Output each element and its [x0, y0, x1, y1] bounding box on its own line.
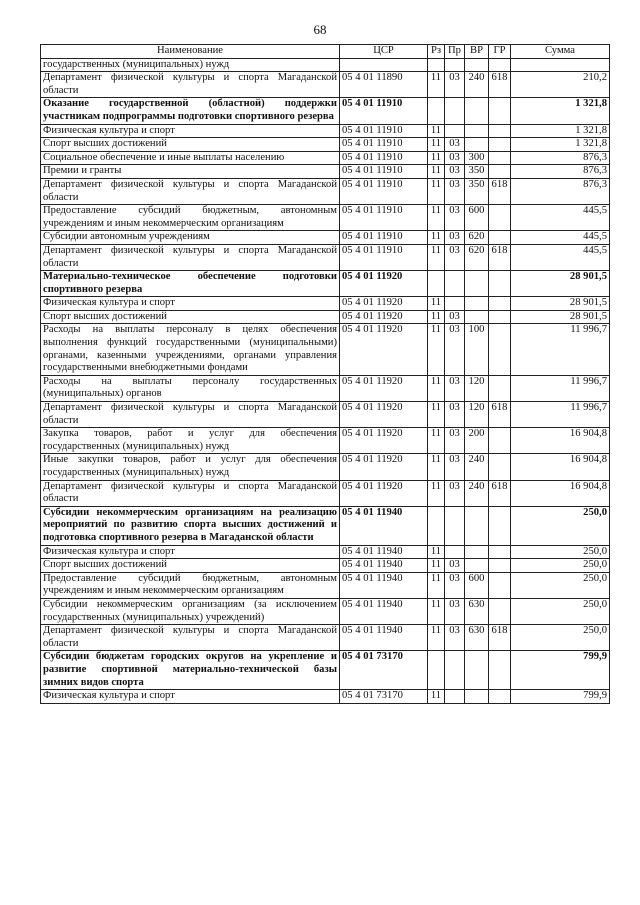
cell-name: Предоставление субсидий бюджетным, автономным учреждениям и иным некоммерческим организациям — [41, 572, 340, 598]
cell-sum: 1 321,8 — [511, 124, 610, 138]
table-row — [41, 402, 610, 428]
cell-pr: 03 — [445, 231, 465, 245]
cell-sum: 16 904,8 — [511, 428, 610, 454]
cell-pr: 03 — [445, 375, 465, 401]
cell-csr: 05 4 01 11910 — [340, 151, 428, 165]
cell-csr: 05 4 01 11920 — [340, 480, 428, 506]
cell-pr — [445, 58, 465, 72]
cell-pr: 03 — [445, 138, 465, 152]
table-row — [41, 428, 610, 454]
cell-csr: 05 4 01 11920 — [340, 297, 428, 311]
cell-pr — [445, 690, 465, 704]
cell-rz: 11 — [428, 480, 445, 506]
cell-name: Департамент физической культуры и спорта Магаданской области — [41, 480, 340, 506]
cell-rz — [428, 506, 445, 545]
cell-gr — [489, 690, 511, 704]
cell-vr: 620 — [465, 244, 489, 270]
header-vr: ВР — [465, 45, 489, 59]
cell-rz: 11 — [428, 572, 445, 598]
cell-name: Социальное обеспечение и иные выплаты населению — [41, 151, 340, 165]
cell-name: Департамент физической культуры и спорта Магаданской области — [41, 402, 340, 428]
cell-gr — [489, 98, 511, 124]
table-header-row — [41, 45, 610, 59]
cell-gr — [489, 151, 511, 165]
cell-gr: 618 — [489, 244, 511, 270]
cell-pr — [445, 271, 465, 297]
cell-csr: 05 4 01 11920 — [340, 402, 428, 428]
cell-name: Материально-техническое обеспечение подготовки спортивного резерва — [41, 271, 340, 297]
cell-gr: 618 — [489, 178, 511, 204]
cell-pr: 03 — [445, 205, 465, 231]
cell-pr: 03 — [445, 625, 465, 651]
cell-sum: 28 901,5 — [511, 271, 610, 297]
cell-pr: 03 — [445, 165, 465, 179]
cell-sum — [511, 58, 610, 72]
cell-csr: 05 4 01 11920 — [340, 271, 428, 297]
cell-name: Департамент физической культуры и спорта Магаданской области — [41, 72, 340, 98]
cell-sum: 250,0 — [511, 625, 610, 651]
cell-gr — [489, 205, 511, 231]
page-number: 68 — [313, 22, 327, 37]
cell-vr: 630 — [465, 598, 489, 624]
cell-sum: 28 901,5 — [511, 310, 610, 324]
cell-sum: 876,3 — [511, 165, 610, 179]
table-row — [41, 310, 610, 324]
cell-sum: 28 901,5 — [511, 297, 610, 311]
cell-vr: 120 — [465, 375, 489, 401]
cell-vr: 600 — [465, 205, 489, 231]
table-row — [41, 454, 610, 480]
cell-csr: 05 4 01 73170 — [340, 690, 428, 704]
cell-rz: 11 — [428, 72, 445, 98]
cell-rz: 11 — [428, 454, 445, 480]
cell-name: Физическая культура и спорт — [41, 124, 340, 138]
cell-pr — [445, 124, 465, 138]
cell-pr — [445, 506, 465, 545]
cell-csr: 05 4 01 11940 — [340, 598, 428, 624]
cell-vr: 200 — [465, 428, 489, 454]
cell-csr: 05 4 01 11910 — [340, 138, 428, 152]
cell-rz: 11 — [428, 310, 445, 324]
table-row — [41, 138, 610, 152]
table-row — [41, 625, 610, 651]
cell-vr: 350 — [465, 178, 489, 204]
cell-pr: 03 — [445, 244, 465, 270]
cell-name: Расходы на выплаты персоналу в целях обеспечения выполнения функций государственными (муниципальными) органами, казенными учреждениями, органами управления государственными внебюджетными фондами — [41, 324, 340, 375]
cell-vr — [465, 124, 489, 138]
cell-sum: 445,5 — [511, 231, 610, 245]
table-row — [41, 271, 610, 297]
cell-name: Физическая культура и спорт — [41, 297, 340, 311]
cell-sum: 445,5 — [511, 205, 610, 231]
cell-name: Департамент физической культуры и спорта Магаданской области — [41, 625, 340, 651]
cell-gr — [489, 297, 511, 311]
cell-pr: 03 — [445, 598, 465, 624]
table-row — [41, 124, 610, 138]
cell-pr: 03 — [445, 559, 465, 573]
cell-sum: 1 321,8 — [511, 138, 610, 152]
cell-vr: 300 — [465, 151, 489, 165]
cell-gr — [489, 375, 511, 401]
table-row — [41, 375, 610, 401]
cell-pr — [445, 297, 465, 311]
cell-vr — [465, 559, 489, 573]
cell-pr — [445, 98, 465, 124]
cell-csr: 05 4 01 11910 — [340, 178, 428, 204]
cell-gr — [489, 138, 511, 152]
cell-name: Премии и гранты — [41, 165, 340, 179]
cell-rz: 11 — [428, 124, 445, 138]
cell-rz: 11 — [428, 151, 445, 165]
cell-rz: 11 — [428, 324, 445, 375]
cell-gr — [489, 651, 511, 690]
cell-sum: 11 996,7 — [511, 324, 610, 375]
cell-pr: 03 — [445, 151, 465, 165]
cell-csr: 05 4 01 11910 — [340, 98, 428, 124]
cell-vr: 620 — [465, 231, 489, 245]
cell-csr: 05 4 01 11920 — [340, 454, 428, 480]
cell-name: Физическая культура и спорт — [41, 690, 340, 704]
cell-csr: 05 4 01 11920 — [340, 310, 428, 324]
cell-sum: 11 996,7 — [511, 375, 610, 401]
cell-rz: 11 — [428, 231, 445, 245]
cell-gr: 618 — [489, 625, 511, 651]
cell-sum: 250,0 — [511, 506, 610, 545]
table-row — [41, 205, 610, 231]
cell-rz: 11 — [428, 625, 445, 651]
cell-vr — [465, 690, 489, 704]
cell-pr — [445, 545, 465, 559]
cell-name: Закупка товаров, работ и услуг для обеспечения государственных (муниципальных) нужд — [41, 428, 340, 454]
cell-csr: 05 4 01 11940 — [340, 545, 428, 559]
cell-name: Субсидии бюджетам городских округов на укрепление и развитие спортивной материально-технической базы зимних видов спорта — [41, 651, 340, 690]
table-row — [41, 297, 610, 311]
cell-gr — [489, 271, 511, 297]
cell-pr: 03 — [445, 310, 465, 324]
table-row — [41, 244, 610, 270]
cell-gr — [489, 428, 511, 454]
cell-pr — [445, 651, 465, 690]
cell-csr: 05 4 01 11920 — [340, 375, 428, 401]
cell-rz — [428, 651, 445, 690]
cell-pr: 03 — [445, 324, 465, 375]
cell-rz — [428, 58, 445, 72]
cell-rz: 11 — [428, 690, 445, 704]
cell-gr — [489, 598, 511, 624]
cell-rz: 11 — [428, 545, 445, 559]
cell-csr: 05 4 01 11920 — [340, 428, 428, 454]
table-row — [41, 178, 610, 204]
cell-csr: 05 4 01 11910 — [340, 124, 428, 138]
cell-vr: 240 — [465, 72, 489, 98]
table-row — [41, 572, 610, 598]
cell-gr — [489, 310, 511, 324]
cell-rz: 11 — [428, 297, 445, 311]
cell-gr — [489, 545, 511, 559]
cell-pr: 03 — [445, 72, 465, 98]
table-row — [41, 690, 610, 704]
cell-name: Расходы на выплаты персоналу государственных (муниципальных) органов — [41, 375, 340, 401]
cell-gr — [489, 124, 511, 138]
header-gr: ГР — [489, 45, 511, 59]
cell-vr — [465, 138, 489, 152]
table-row — [41, 165, 610, 179]
cell-csr: 05 4 01 11910 — [340, 165, 428, 179]
cell-sum: 250,0 — [511, 598, 610, 624]
table-row — [41, 58, 610, 72]
cell-vr — [465, 545, 489, 559]
cell-csr: 05 4 01 11920 — [340, 324, 428, 375]
table-row — [41, 98, 610, 124]
cell-sum: 11 996,7 — [511, 402, 610, 428]
table-row — [41, 480, 610, 506]
cell-pr: 03 — [445, 402, 465, 428]
cell-csr: 05 4 01 11940 — [340, 625, 428, 651]
cell-name: Департамент физической культуры и спорта Магаданской области — [41, 178, 340, 204]
table-row — [41, 151, 610, 165]
cell-pr: 03 — [445, 428, 465, 454]
cell-csr: 05 4 01 11940 — [340, 572, 428, 598]
cell-vr — [465, 58, 489, 72]
cell-csr: 05 4 01 11940 — [340, 506, 428, 545]
cell-gr — [489, 572, 511, 598]
cell-sum: 250,0 — [511, 559, 610, 573]
cell-name: Предоставление субсидий бюджетным, автономным учреждениям и иным некоммерческим организациям — [41, 205, 340, 231]
cell-vr — [465, 651, 489, 690]
cell-sum: 210,2 — [511, 72, 610, 98]
cell-rz: 11 — [428, 402, 445, 428]
cell-sum: 250,0 — [511, 572, 610, 598]
cell-vr: 100 — [465, 324, 489, 375]
cell-pr: 03 — [445, 572, 465, 598]
cell-gr — [489, 165, 511, 179]
cell-vr — [465, 506, 489, 545]
cell-name: Спорт высших достижений — [41, 559, 340, 573]
table-row — [41, 651, 610, 690]
cell-vr: 240 — [465, 480, 489, 506]
cell-name: государственных (муниципальных) нужд — [41, 58, 340, 72]
cell-sum: 876,3 — [511, 178, 610, 204]
cell-rz: 11 — [428, 375, 445, 401]
cell-pr: 03 — [445, 480, 465, 506]
table-row — [41, 598, 610, 624]
cell-rz: 11 — [428, 178, 445, 204]
cell-csr: 05 4 01 11910 — [340, 244, 428, 270]
cell-vr: 120 — [465, 402, 489, 428]
cell-vr: 630 — [465, 625, 489, 651]
cell-name: Спорт высших достижений — [41, 138, 340, 152]
cell-vr — [465, 271, 489, 297]
cell-pr: 03 — [445, 178, 465, 204]
cell-name: Физическая культура и спорт — [41, 545, 340, 559]
table-row — [41, 324, 610, 375]
cell-gr: 618 — [489, 72, 511, 98]
header-sum: Сумма — [511, 45, 610, 59]
header-name: Наименование — [41, 45, 340, 59]
cell-rz — [428, 271, 445, 297]
cell-sum: 250,0 — [511, 545, 610, 559]
header-rz: Рз — [428, 45, 445, 59]
cell-rz: 11 — [428, 598, 445, 624]
cell-name: Оказание государственной (областной) поддержки участникам подпрограммы подготовки спортивного резерва — [41, 98, 340, 124]
cell-rz: 11 — [428, 165, 445, 179]
cell-rz: 11 — [428, 205, 445, 231]
cell-sum: 16 904,8 — [511, 454, 610, 480]
cell-gr — [489, 454, 511, 480]
cell-rz: 11 — [428, 559, 445, 573]
cell-gr — [489, 559, 511, 573]
cell-name: Департамент физической культуры и спорта Магаданской области — [41, 244, 340, 270]
cell-sum: 799,9 — [511, 651, 610, 690]
cell-csr: 05 4 01 11890 — [340, 72, 428, 98]
cell-rz: 11 — [428, 428, 445, 454]
table-row — [41, 231, 610, 245]
cell-vr — [465, 297, 489, 311]
table-row — [41, 559, 610, 573]
cell-rz: 11 — [428, 138, 445, 152]
cell-gr: 618 — [489, 480, 511, 506]
cell-pr: 03 — [445, 454, 465, 480]
cell-vr — [465, 310, 489, 324]
cell-csr: 05 4 01 73170 — [340, 651, 428, 690]
cell-csr: 05 4 01 11910 — [340, 231, 428, 245]
cell-sum: 16 904,8 — [511, 480, 610, 506]
table-row — [41, 545, 610, 559]
budget-table — [40, 44, 610, 704]
cell-vr: 600 — [465, 572, 489, 598]
cell-vr: 240 — [465, 454, 489, 480]
cell-vr — [465, 98, 489, 124]
cell-vr: 350 — [465, 165, 489, 179]
cell-name: Иные закупки товаров, работ и услуг для обеспечения государственных (муниципальных) нужд — [41, 454, 340, 480]
cell-gr — [489, 58, 511, 72]
cell-sum: 1 321,8 — [511, 98, 610, 124]
cell-csr — [340, 58, 428, 72]
cell-sum: 799,9 — [511, 690, 610, 704]
cell-csr: 05 4 01 11910 — [340, 205, 428, 231]
header-pr: Пр — [445, 45, 465, 59]
cell-sum: 876,3 — [511, 151, 610, 165]
header-csr: ЦСР — [340, 45, 428, 59]
cell-name: Субсидии автономным учреждениям — [41, 231, 340, 245]
cell-name: Спорт высших достижений — [41, 310, 340, 324]
table-body — [41, 58, 610, 703]
cell-name: Субсидии некоммерческим организациям (за исключением государственных (муниципальных) учреждений) — [41, 598, 340, 624]
cell-gr — [489, 231, 511, 245]
cell-sum: 445,5 — [511, 244, 610, 270]
cell-csr: 05 4 01 11940 — [340, 559, 428, 573]
cell-gr: 618 — [489, 402, 511, 428]
cell-rz: 11 — [428, 244, 445, 270]
cell-name: Субсидии некоммерческим организациям на реализацию мероприятий по развитию спорта высших достижений и подготовка спортивного резерва в Магаданской области — [41, 506, 340, 545]
cell-rz — [428, 98, 445, 124]
cell-gr — [489, 506, 511, 545]
table-row — [41, 506, 610, 545]
table-row — [41, 72, 610, 98]
cell-gr — [489, 324, 511, 375]
